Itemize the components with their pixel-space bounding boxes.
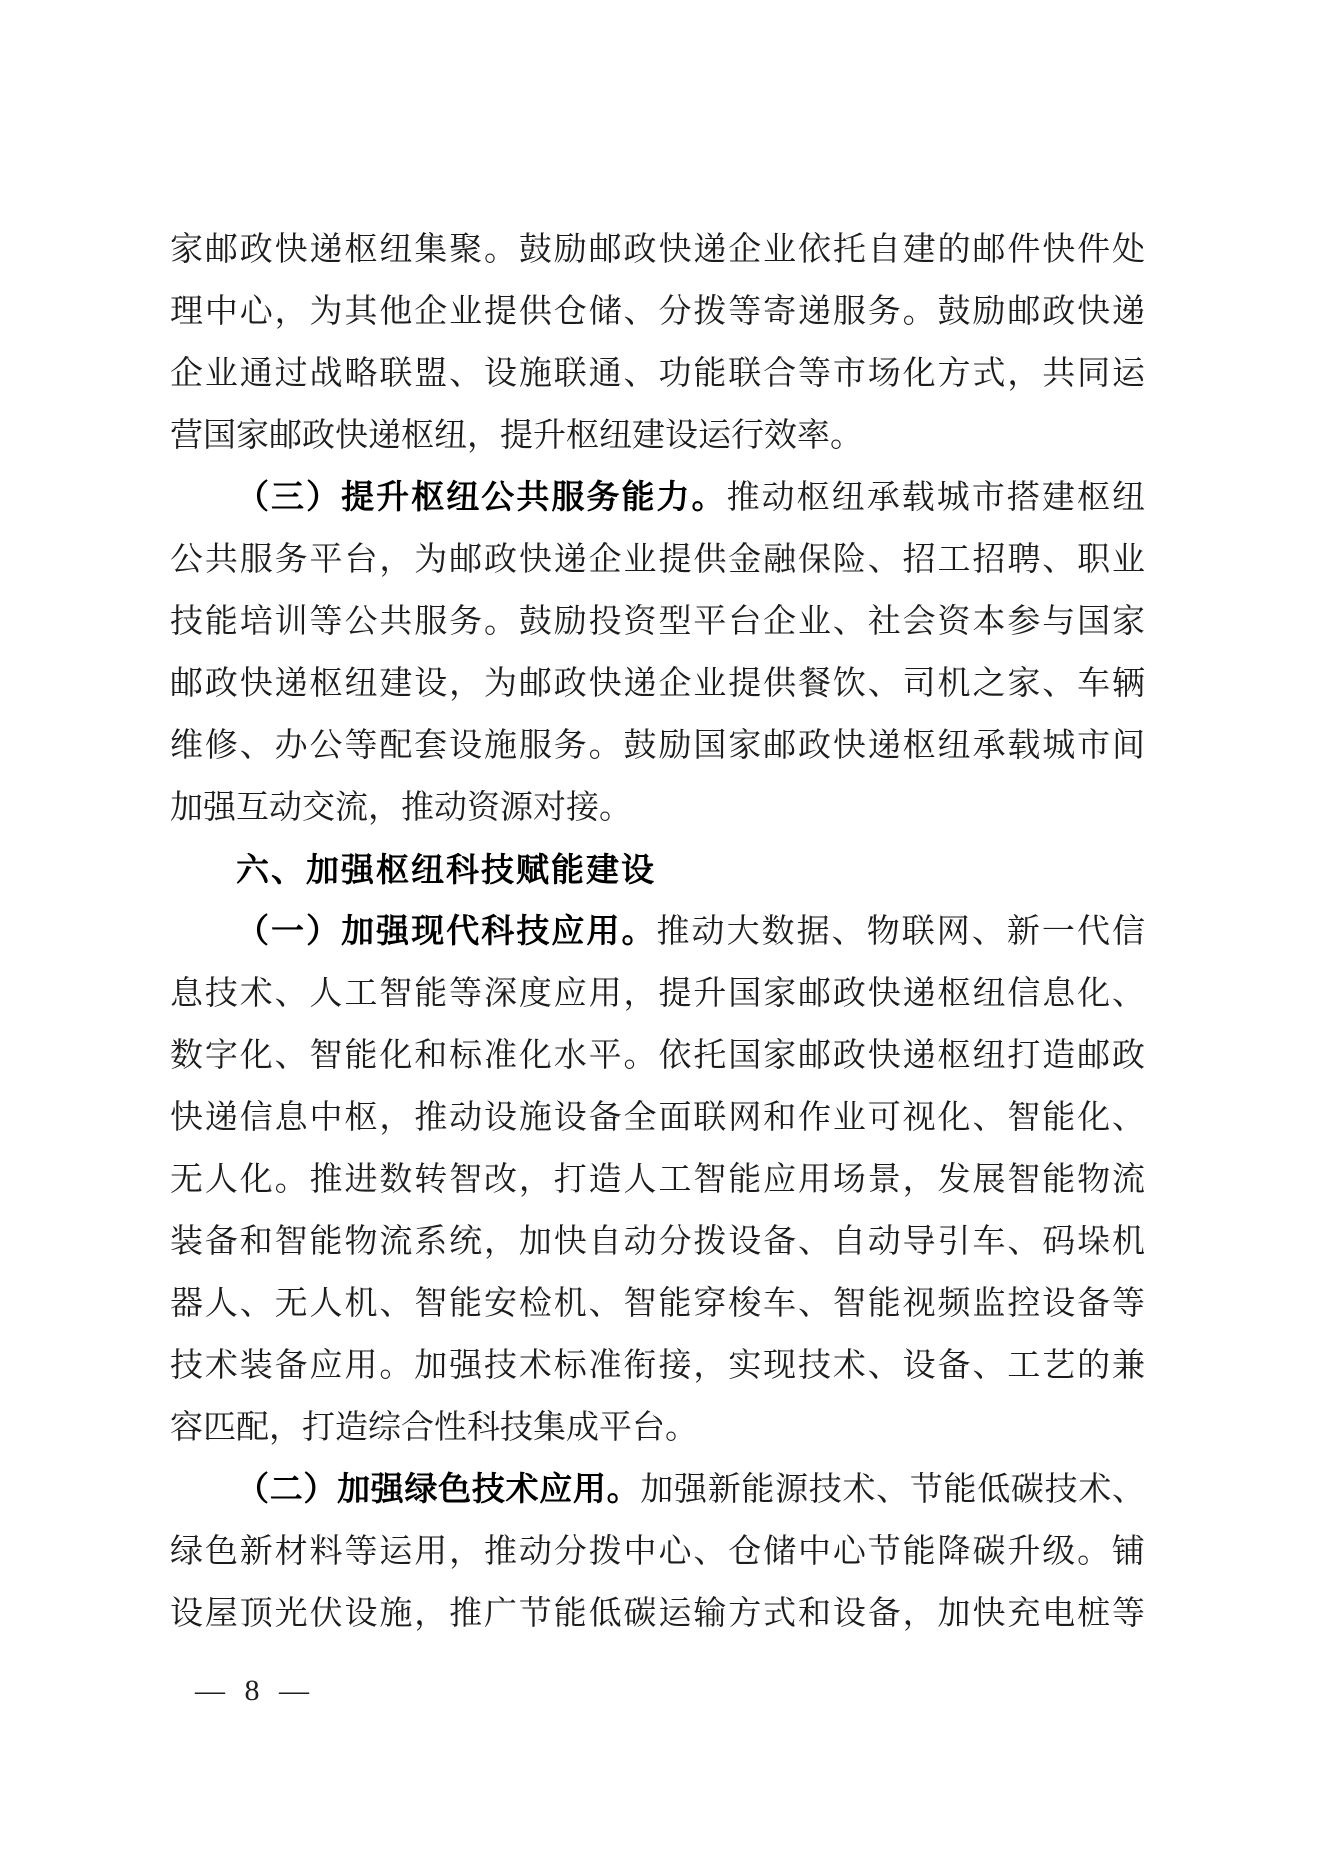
- text-line: [170, 653, 1145, 715]
- text-line: [170, 1459, 1145, 1521]
- text-line: [170, 405, 1145, 467]
- text-line: [170, 1087, 1145, 1149]
- line-text: 技能培训等公共服务。鼓励投资型平台企业、社会资本参与国家: [170, 604, 1145, 640]
- text-line: [170, 591, 1145, 653]
- text-line: [170, 343, 1145, 405]
- line-text: 理中心，为其他企业提供仓储、分拨等寄递服务。鼓励邮政快递: [170, 294, 1145, 330]
- text-line: [170, 1273, 1145, 1335]
- text-line: [170, 281, 1145, 343]
- section-heading: [170, 839, 1145, 901]
- text-line: [170, 1335, 1145, 1397]
- line-text: 加强互动交流，推动资源对接。: [170, 790, 632, 826]
- line-text: 容匹配，打造综合性科技集成平台。: [170, 1410, 698, 1446]
- line-text: 装备和智能物流系统，加快自动分拨设备、自动导引车、码垛机: [170, 1224, 1145, 1260]
- text-line: [170, 1397, 1145, 1459]
- text-body: [170, 219, 1145, 1645]
- paragraph-lead: （一）加强现代科技应用。: [236, 914, 657, 950]
- line-text: 加强新能源技术、节能低碳技术、: [640, 1472, 1146, 1508]
- paragraph-lead: （三）提升枢纽公共服务能力。: [236, 480, 727, 516]
- text-line: [170, 219, 1145, 281]
- line-text: 维修、办公等配套设施服务。鼓励国家邮政快递枢纽承载城市间: [170, 728, 1145, 764]
- line-text: 快递信息中枢，推动设施设备全面联网和作业可视化、智能化、: [170, 1100, 1145, 1136]
- line-text: 推动枢纽承载城市搭建枢纽: [726, 480, 1146, 516]
- text-line: [170, 1583, 1145, 1645]
- line-text: 绿色新材料等运用，推动分拨中心、仓储中心节能降碳升级。铺: [170, 1534, 1145, 1570]
- text-line: [170, 901, 1145, 963]
- line-text: 家邮政快递枢纽集聚。鼓励邮政快递企业依托自建的邮件快件处: [170, 232, 1145, 268]
- line-text: 公共服务平台，为邮政快递企业提供金融保险、招工招聘、职业: [170, 542, 1145, 578]
- line-text: 无人化。推进数转智改，打造人工智能应用场景，发展智能物流: [170, 1162, 1145, 1198]
- line-text: 设屋顶光伏设施，推广节能低碳运输方式和设备，加快充电桩等: [170, 1596, 1145, 1632]
- line-text: 息技术、人工智能等深度应用，提升国家邮政快递枢纽信息化、: [170, 976, 1145, 1012]
- text-line: [170, 467, 1145, 529]
- line-text: 器人、无人机、智能安检机、智能穿梭车、智能视频监控设备等: [170, 1286, 1145, 1322]
- line-text: 数字化、智能化和标准化水平。依托国家邮政快递枢纽打造邮政: [170, 1038, 1145, 1074]
- text-line: [170, 1211, 1145, 1273]
- text-line: [170, 1025, 1145, 1087]
- line-text: 邮政快递枢纽建设，为邮政快递企业提供餐饮、司机之家、车辆: [170, 666, 1145, 702]
- text-line: [170, 715, 1145, 777]
- paragraph-lead: （二）加强绿色技术应用。: [236, 1472, 641, 1508]
- text-line: [170, 1149, 1145, 1211]
- line-text: 营国家邮政快递枢纽，提升枢纽建设运行效率。: [170, 418, 863, 454]
- text-line: [170, 777, 1145, 839]
- text-line: [170, 963, 1145, 1025]
- text-line: [170, 529, 1145, 591]
- line-text: 推动大数据、物联网、新一代信: [656, 914, 1146, 950]
- line-text: 技术装备应用。加强技术标准衔接，实现技术、设备、工艺的兼: [170, 1348, 1145, 1384]
- line-text: 六、加强枢纽科技赋能建设: [236, 851, 656, 888]
- line-text: 企业通过战略联盟、设施联通、功能联合等市场化方式，共同运: [170, 356, 1145, 392]
- text-line: [170, 1521, 1145, 1583]
- page-number-footer: — 8 —: [195, 1674, 315, 1707]
